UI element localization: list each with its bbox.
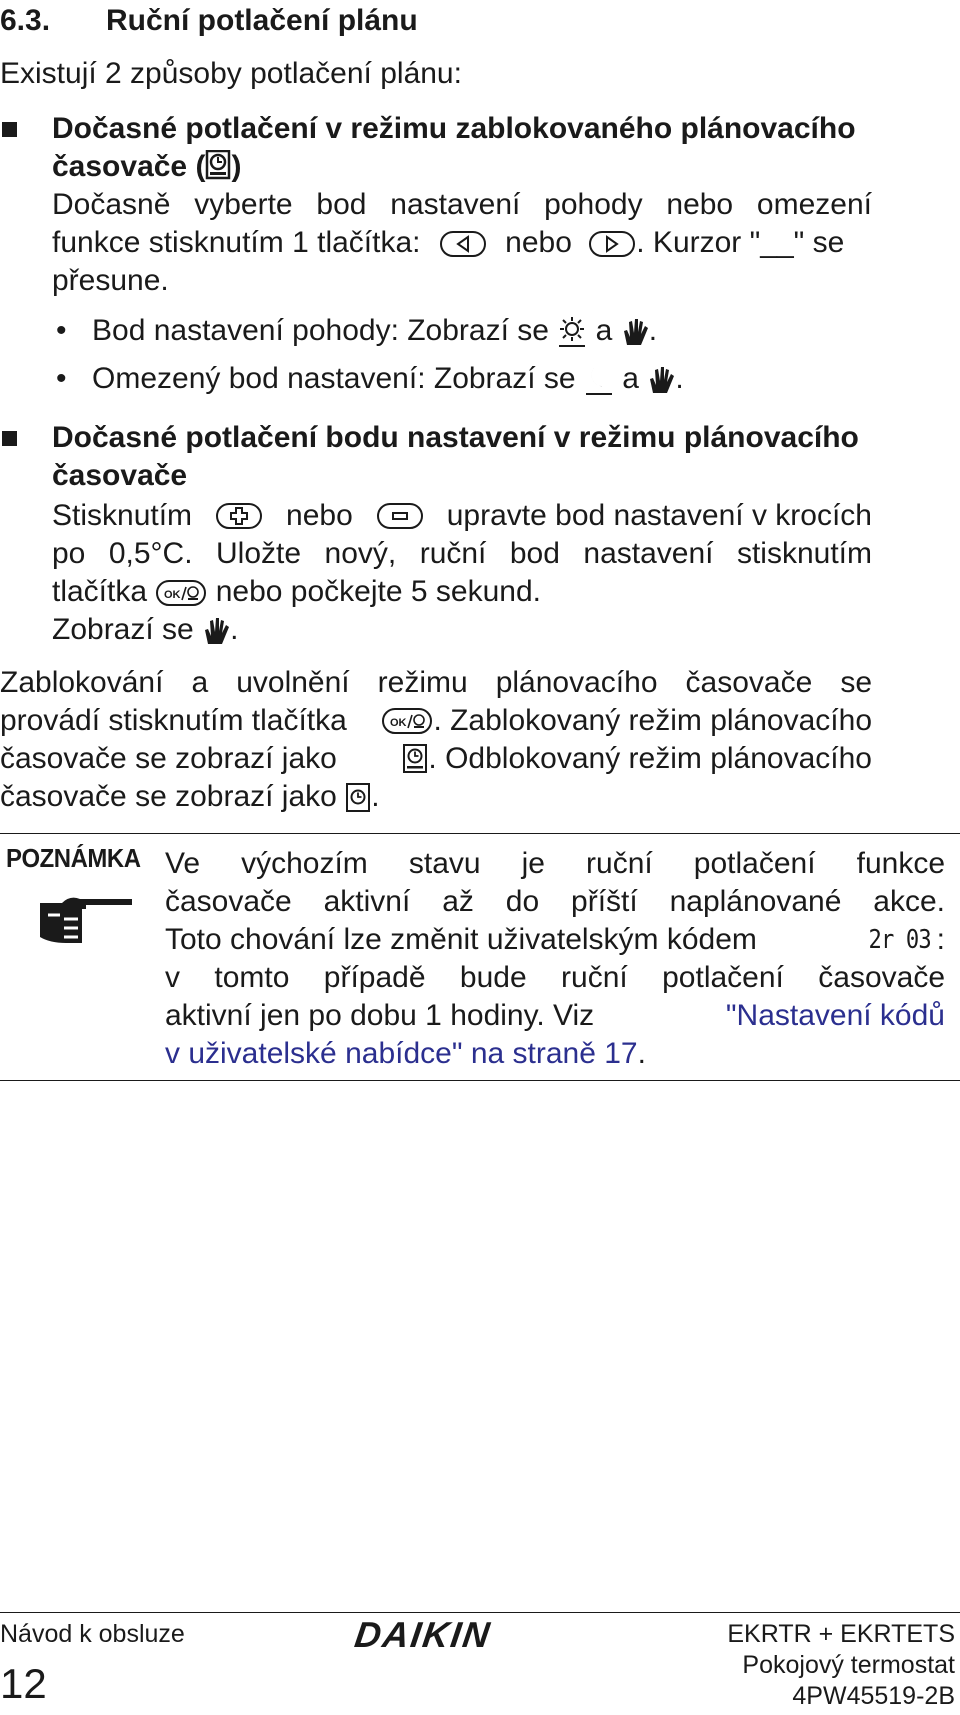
note-label: POZNÁMKA xyxy=(6,843,141,873)
item2-line4: Zobrazí se . xyxy=(52,613,239,646)
footer-model: EKRTR + EKRTETS xyxy=(727,1620,955,1648)
item2-line1: Stisknutím nebo upravte bod nastavení v krocích xyxy=(52,499,872,532)
item2-line3: tlačítka OK nebo počkejte 5 sekund. xyxy=(52,575,541,608)
item1-line1: Dočasně vyberte bod nastavení pohody nebo omezení xyxy=(52,188,872,221)
locked-clock-icon xyxy=(402,744,428,774)
left-arrow-button-icon xyxy=(439,230,487,258)
lock-line4: časovače se zobrazí jako . xyxy=(0,780,380,813)
item2-heading: Dočasné potlačení bodu nastavení v režimu plánovacího xyxy=(52,421,859,454)
hand-icon xyxy=(202,616,230,646)
unlocked-clock-icon xyxy=(345,783,371,813)
lock-line2: provádí stisknutím tlačítka OK . Zablokovaný režim plánovacího xyxy=(0,704,872,737)
item1-heading-cont: časovače ( ) xyxy=(52,150,242,183)
note-line3: Toto chování lze změnit uživatelským kódem 2r 03 : xyxy=(165,921,945,959)
hand-icon xyxy=(647,365,675,395)
note-line1: Ve výchozím stavu je ruční potlačení funkce xyxy=(165,847,945,880)
item2-line2: po 0,5°C. Uložte nový, ruční bod nastavení stisknutím xyxy=(52,537,872,570)
note-line6: v uživatelské nabídce" na straně 17. xyxy=(165,1037,646,1070)
sun-icon xyxy=(557,316,587,348)
settings-codes-link-cont[interactable]: v uživatelské nabídce" na straně 17 xyxy=(165,1037,638,1070)
right-arrow-button-icon xyxy=(588,230,636,258)
square-bullet xyxy=(2,122,17,137)
footer-rule xyxy=(0,1612,960,1613)
divider-top xyxy=(0,833,960,834)
comfort-setpoint-line: Bod nastavení pohody: Zobrazí se a . xyxy=(92,314,658,347)
square-bullet xyxy=(2,431,17,446)
document-code: 4PW45519-2B xyxy=(792,1682,955,1710)
item1-heading: Dočasné potlačení v režimu zablokovaného plánovacího xyxy=(52,112,856,145)
reduced-setpoint-line: Omezený bod nastavení: Zobrazí se a . xyxy=(92,362,684,395)
page-number: 12 xyxy=(0,1660,47,1707)
svg-text:OK: OK xyxy=(164,589,181,602)
daikin-logo: DAIKIN xyxy=(352,1614,494,1655)
bullet-dot: • xyxy=(56,314,67,347)
note-line4: v tomto případě bude ruční potlačení časovače xyxy=(165,961,945,994)
ok-clock-button-icon xyxy=(381,707,433,735)
plus-button-icon xyxy=(215,502,263,530)
item2-heading-cont: časovače xyxy=(52,459,188,492)
lock-line3: časovače se zobrazí jako . Odblokovaný režim plánovacího xyxy=(0,742,872,775)
ok-clock-button-icon xyxy=(155,579,207,607)
section-number: 6.3. xyxy=(0,4,51,37)
hand-icon xyxy=(621,317,649,347)
intro-text: Existují 2 způsoby potlačení plánu: xyxy=(0,57,462,90)
bullet-dot: • xyxy=(56,362,67,395)
footer-manual: Návod k obsluze xyxy=(0,1620,185,1648)
user-code-lcd: 2r 03 xyxy=(868,925,932,955)
pointing-hand-icon xyxy=(36,893,136,949)
note-line5: aktivní jen po dobu 1 hodiny. Viz "Nastavení kódů xyxy=(165,997,945,1035)
section-title: Ruční potlačení plánu xyxy=(106,4,418,37)
note-line2: časovače aktivní až do příští naplánované akce. xyxy=(165,885,945,918)
locked-clock-icon xyxy=(205,150,231,180)
minus-button-icon xyxy=(376,502,424,530)
settings-codes-link[interactable]: "Nastavení kódů xyxy=(725,999,945,1032)
item1-line2: funkce stisknutím 1 tlačítka: nebo . Kurzor "__" se xyxy=(52,226,845,259)
footer-product: Pokojový termostat xyxy=(742,1651,955,1679)
svg-text:OK: OK xyxy=(390,717,407,729)
moon-icon xyxy=(584,364,614,396)
item1-line3: přesune. xyxy=(52,264,169,297)
divider-bottom xyxy=(0,1080,960,1081)
lock-line1: Zablokování a uvolnění režimu plánovacího časovače se xyxy=(0,666,872,699)
